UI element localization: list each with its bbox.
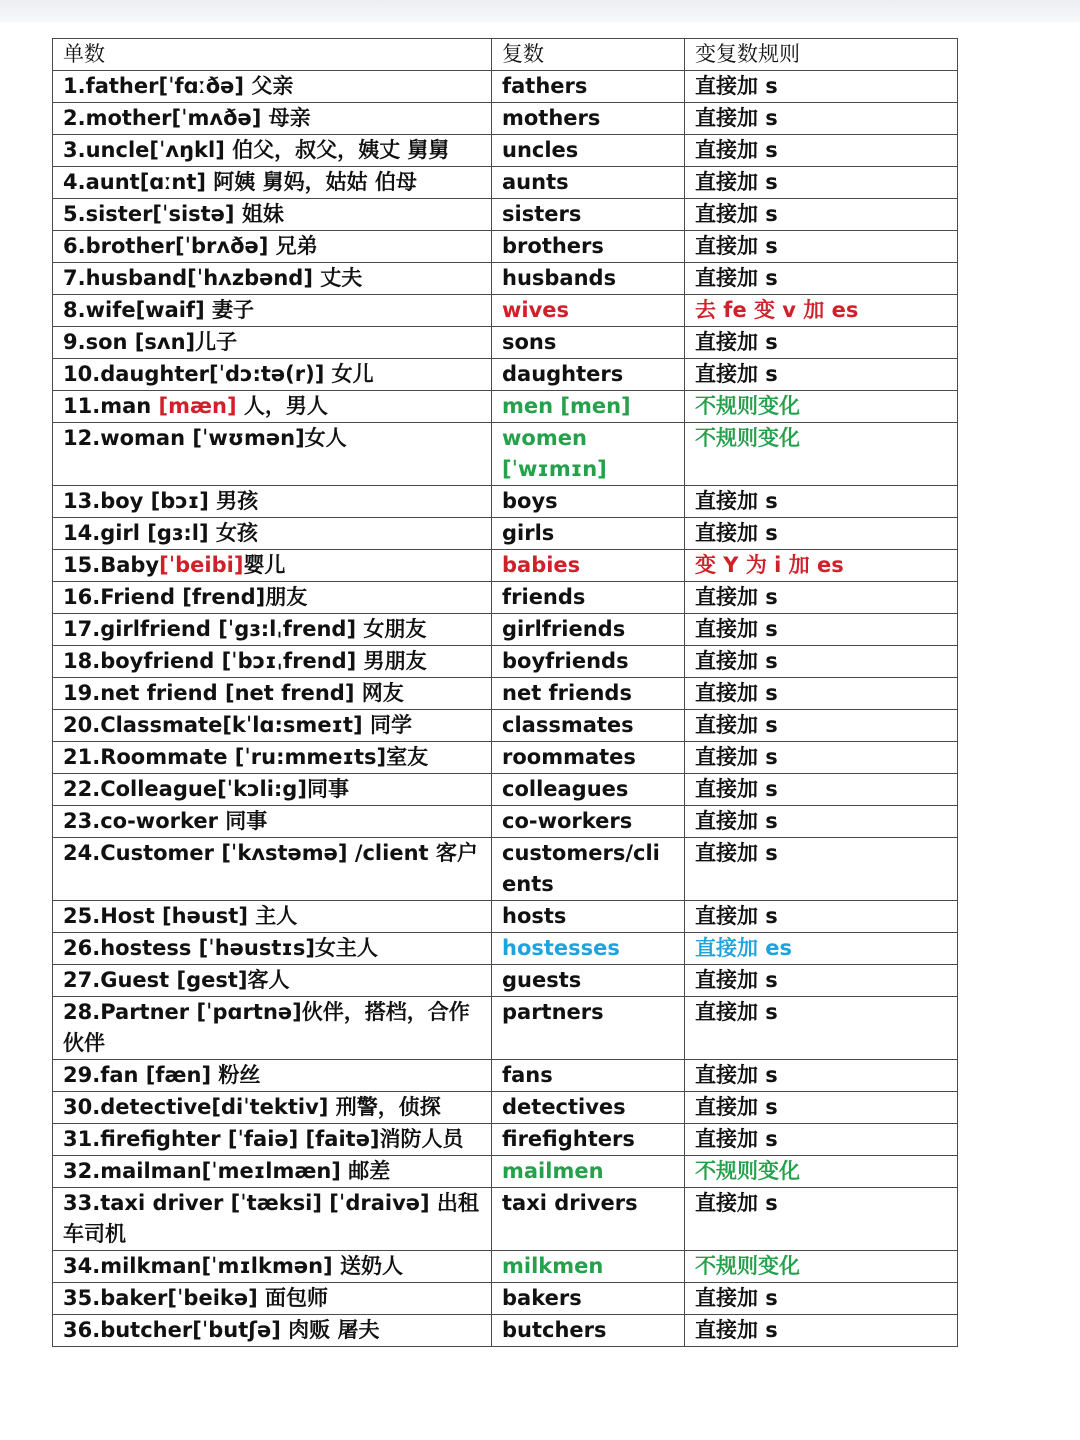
rule-cell: 直接加 s <box>685 678 958 710</box>
header-rule: 变复数规则 <box>685 39 958 71</box>
singular-cell: 30.detective[diˈtektiv] 刑警，侦探 <box>53 1092 492 1124</box>
singular-cell <box>53 550 492 582</box>
table-row <box>53 550 958 582</box>
rule-cell: 直接加 s <box>685 1060 958 1092</box>
table-row <box>53 423 958 486</box>
singular-phonetic-highlight: [mæn] <box>158 394 237 418</box>
table-row <box>53 327 958 359</box>
plural-cell: guests <box>492 965 685 997</box>
rule-cell: 直接加 s <box>685 327 958 359</box>
plural-cell: hostesses <box>492 933 685 965</box>
singular-cell: 36.butcher[ˈbutʃə] 肉贩 屠夫 <box>53 1315 492 1347</box>
singular-cell: 6.brother[ˈbrʌðə] 兄弟 <box>53 231 492 263</box>
singular-word: 15.Baby <box>63 553 160 577</box>
header-singular: 单数 <box>53 39 492 71</box>
singular-cell: 13.boy [bɔɪ] 男孩 <box>53 486 492 518</box>
singular-cell: 4.aunt[ɑːnt] 阿姨 舅妈，姑姑 伯母 <box>53 167 492 199</box>
singular-cell: 31.firefighter [ˈfaiə] [faitə]消防人员 <box>53 1124 492 1156</box>
rule-cell: 直接加 s <box>685 582 958 614</box>
plural-cell: sons <box>492 327 685 359</box>
plural-cell: fathers <box>492 71 685 103</box>
singular-cell: 35.baker[ˈbeikə] 面包师 <box>53 1283 492 1315</box>
singular-cell: 32.mailman[ˈmeɪlmæn] 邮差 <box>53 1156 492 1188</box>
table-row <box>53 901 958 933</box>
plural-cell: customers/clients <box>492 838 685 901</box>
singular-cell: 2.mother[ˈmʌðə] 母亲 <box>53 103 492 135</box>
plural-cell: boyfriends <box>492 646 685 678</box>
table-row <box>53 965 958 997</box>
rule-cell: 直接加 s <box>685 901 958 933</box>
table-row <box>53 742 958 774</box>
table-row <box>53 167 958 199</box>
singular-word: 11.man <box>63 394 159 418</box>
singular-cell: 18.boyfriend [ˈbɔɪˌfrend] 男朋友 <box>53 646 492 678</box>
top-bar <box>0 0 1080 22</box>
singular-cell: 29.fan [fæn] 粉丝 <box>53 1060 492 1092</box>
table-row <box>53 359 958 391</box>
table-row <box>53 1060 958 1092</box>
rule-cell: 直接加 s <box>685 1315 958 1347</box>
rule-cell: 直接加 s <box>685 710 958 742</box>
header-plural: 复数 <box>492 39 685 71</box>
table-row <box>53 933 958 965</box>
table-row <box>53 263 958 295</box>
rule-cell: 直接加 s <box>685 1092 958 1124</box>
singular-cell: 34.milkman[ˈmɪlkmən] 送奶人 <box>53 1251 492 1283</box>
singular-phonetic-highlight: [ˈbeibi] <box>159 553 244 577</box>
table-row <box>53 518 958 550</box>
singular-cell: 7.husband[ˈhʌzbənd] 丈夫 <box>53 263 492 295</box>
singular-cell: 17.girlfriend [ˈgɜ:lˌfrend] 女朋友 <box>53 614 492 646</box>
plural-cell: sisters <box>492 199 685 231</box>
rule-cell: 直接加 s <box>685 518 958 550</box>
plural-cell: fans <box>492 1060 685 1092</box>
rule-cell: 直接加 s <box>685 71 958 103</box>
rule-cell: 直接加 es <box>685 933 958 965</box>
table-row <box>53 103 958 135</box>
table-row <box>53 1156 958 1188</box>
singular-cell: 14.girl [gɜ:l] 女孩 <box>53 518 492 550</box>
plural-cell: mothers <box>492 103 685 135</box>
rule-cell: 直接加 s <box>685 1283 958 1315</box>
plural-cell: net friends <box>492 678 685 710</box>
singular-cell: 21.Roommate [ˈru:mmeɪts]室友 <box>53 742 492 774</box>
table-row <box>53 1251 958 1283</box>
plural-cell: firefighters <box>492 1124 685 1156</box>
vocab-table <box>52 38 958 1347</box>
table-row <box>53 1124 958 1156</box>
table-row <box>53 710 958 742</box>
singular-cell: 27.Guest [gest]客人 <box>53 965 492 997</box>
plural-cell: friends <box>492 582 685 614</box>
plural-cell: partners <box>492 997 685 1060</box>
table-row <box>53 678 958 710</box>
plural-cell: boys <box>492 486 685 518</box>
plural-cell: co-workers <box>492 806 685 838</box>
singular-cell: 26.hostess [ˈhəustɪs]女主人 <box>53 933 492 965</box>
table-row <box>53 806 958 838</box>
plural-cell: babies <box>492 550 685 582</box>
rule-cell: 直接加 s <box>685 1188 958 1251</box>
table-row <box>53 486 958 518</box>
plural-cell: husbands <box>492 263 685 295</box>
rule-cell: 不规则变化 <box>685 1156 958 1188</box>
plural-cell: roommates <box>492 742 685 774</box>
table-row <box>53 614 958 646</box>
singular-cell: 1.father[ˈfɑːðə] 父亲 <box>53 71 492 103</box>
singular-cell: 33.taxi driver [ˈtæksi] [ˈdraivə] 出租车司机 <box>53 1188 492 1251</box>
header-row <box>53 39 958 71</box>
table-row <box>53 1092 958 1124</box>
plural-cell: women [ˈwɪmɪn] <box>492 423 685 486</box>
plural-cell: colleagues <box>492 774 685 806</box>
rule-cell: 直接加 s <box>685 231 958 263</box>
table-row <box>53 199 958 231</box>
rule-cell: 直接加 s <box>685 103 958 135</box>
rule-cell: 直接加 s <box>685 646 958 678</box>
rule-cell: 直接加 s <box>685 199 958 231</box>
rule-cell: 直接加 s <box>685 486 958 518</box>
singular-cell: 5.sister[ˈsistə] 姐妹 <box>53 199 492 231</box>
table-row <box>53 582 958 614</box>
plural-cell: mailmen <box>492 1156 685 1188</box>
plural-cell: bakers <box>492 1283 685 1315</box>
table-row <box>53 391 958 423</box>
rule-cell: 直接加 s <box>685 806 958 838</box>
plural-cell: girls <box>492 518 685 550</box>
plural-cell: uncles <box>492 135 685 167</box>
table-row <box>53 295 958 327</box>
rule-cell: 不规则变化 <box>685 1251 958 1283</box>
rule-cell: 直接加 s <box>685 774 958 806</box>
singular-cell: 3.uncle[ˈʌŋkl] 伯父，叔父，姨丈 舅舅 <box>53 135 492 167</box>
plural-cell: daughters <box>492 359 685 391</box>
singular-cell: 10.daughter[ˈdɔ:tə(r)] 女儿 <box>53 359 492 391</box>
singular-cell: 19.net friend [net frend] 网友 <box>53 678 492 710</box>
table-row <box>53 135 958 167</box>
plural-cell: butchers <box>492 1315 685 1347</box>
table-row <box>53 71 958 103</box>
table-row <box>53 1315 958 1347</box>
table-row <box>53 774 958 806</box>
rule-cell: 直接加 s <box>685 997 958 1060</box>
singular-meaning: 人，男人 <box>236 394 328 418</box>
rule-cell: 直接加 s <box>685 167 958 199</box>
rule-cell: 不规则变化 <box>685 391 958 423</box>
rule-cell: 直接加 s <box>685 614 958 646</box>
plural-cell: taxi drivers <box>492 1188 685 1251</box>
rule-cell: 直接加 s <box>685 742 958 774</box>
singular-cell: 22.Colleague[ˈkɔli:g]同事 <box>53 774 492 806</box>
singular-cell: 24.Customer [ˈkʌstəmə] /client 客户 <box>53 838 492 901</box>
plural-cell: brothers <box>492 231 685 263</box>
singular-cell: 28.Partner [ˈpɑrtnə]伙伴，搭档，合作伙伴 <box>53 997 492 1060</box>
table-row <box>53 646 958 678</box>
plural-cell: milkmen <box>492 1251 685 1283</box>
table-row <box>53 838 958 901</box>
plural-cell: wives <box>492 295 685 327</box>
plural-cell: detectives <box>492 1092 685 1124</box>
table-row <box>53 1283 958 1315</box>
plural-cell: girlfriends <box>492 614 685 646</box>
singular-cell: 16.Friend [frend]朋友 <box>53 582 492 614</box>
rule-cell: 直接加 s <box>685 965 958 997</box>
table-row <box>53 1188 958 1251</box>
singular-cell <box>53 391 492 423</box>
vocab-table-body <box>53 39 958 1347</box>
rule-cell: 直接加 s <box>685 135 958 167</box>
singular-cell: 8.wife[waif] 妻子 <box>53 295 492 327</box>
rule-cell: 直接加 s <box>685 1124 958 1156</box>
singular-cell: 9.son [sʌn]儿子 <box>53 327 492 359</box>
plural-cell: hosts <box>492 901 685 933</box>
plural-cell: men [men] <box>492 391 685 423</box>
singular-meaning: 婴儿 <box>243 553 286 577</box>
rule-cell: 去 fe 变 v 加 es <box>685 295 958 327</box>
plural-cell: aunts <box>492 167 685 199</box>
singular-cell: 25.Host [həust] 主人 <box>53 901 492 933</box>
singular-cell: 12.woman [ˈwʊmən]女人 <box>53 423 492 486</box>
table-row <box>53 997 958 1060</box>
rule-cell: 直接加 s <box>685 263 958 295</box>
rule-cell: 直接加 s <box>685 838 958 901</box>
rule-cell: 变 Y 为 i 加 es <box>685 550 958 582</box>
singular-cell: 20.Classmate[kˈlɑ:smeɪt] 同学 <box>53 710 492 742</box>
rule-cell: 不规则变化 <box>685 423 958 486</box>
singular-cell: 23.co-worker 同事 <box>53 806 492 838</box>
table-row <box>53 231 958 263</box>
plural-cell: classmates <box>492 710 685 742</box>
rule-cell: 直接加 s <box>685 359 958 391</box>
